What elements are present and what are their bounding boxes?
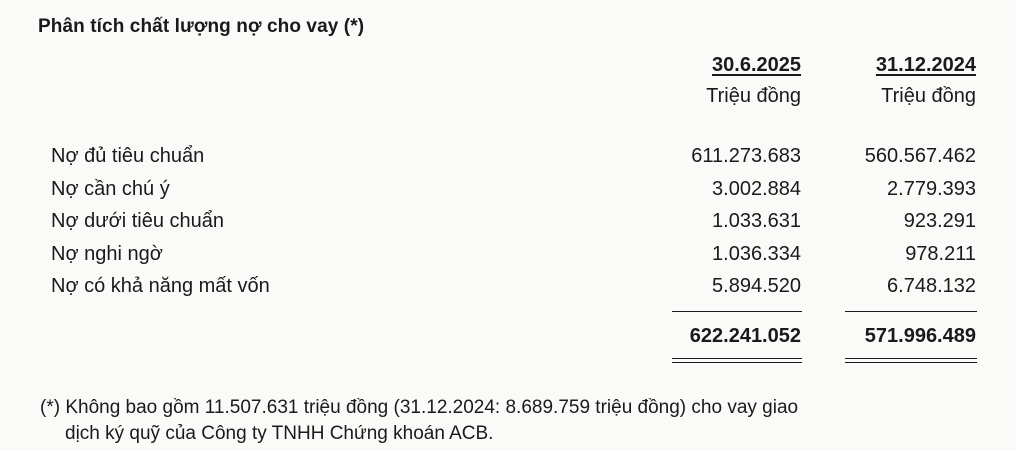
section-title: Phân tích chất lượng nợ cho vay (*): [38, 16, 365, 37]
subtotal-rule: [672, 311, 802, 312]
total-value-2025: 622.241.052: [689, 325, 801, 347]
row-label: Nợ có khả năng mất vốn: [51, 275, 270, 297]
row-value-2024: 978.211: [905, 242, 976, 265]
footnote-line: dịch ký quỹ của Công ty TNHH Chứng khoán ACB.: [65, 423, 494, 444]
column-date: 31.12.2024: [875, 54, 976, 76]
column-unit: Triệu đồng: [706, 85, 801, 107]
table-row: [0, 241, 1016, 274]
table-row: [0, 208, 1016, 241]
loan-quality-table: [0, 143, 1016, 306]
row-value-2025: 3.002.884: [712, 177, 801, 200]
table-row: [0, 143, 1016, 176]
row-value-2025: 1.036.334: [712, 242, 801, 265]
column-date: 30.6.2025: [712, 54, 801, 76]
row-label: Nợ nghi ngờ: [51, 242, 163, 265]
column-header-2025: [600, 52, 801, 109]
column-header-2024: [780, 52, 976, 109]
row-label: Nợ dưới tiêu chuẩn: [51, 210, 225, 232]
subtotal-rule: [845, 311, 977, 312]
footnote: [40, 395, 990, 447]
row-value-2025: 611.273.683: [691, 145, 801, 167]
total-double-rule: [845, 358, 977, 363]
row-value-2024: 923.291: [903, 210, 976, 232]
row-value-2025: 1.033.631: [712, 210, 801, 232]
table-row: [0, 176, 1016, 209]
row-value-2025: 5.894.520: [712, 275, 801, 297]
row-value-2024: 6.748.132: [887, 275, 976, 297]
total-double-rule: [672, 358, 802, 363]
row-value-2024: 2.779.393: [887, 177, 976, 200]
row-label: Nợ cần chú ý: [51, 177, 170, 200]
total-value-2024: 571.996.489: [864, 325, 976, 347]
row-label: Nợ đủ tiêu chuẩn: [51, 145, 205, 167]
column-unit: Triệu đồng: [881, 85, 976, 107]
footnote-line: (*) Không bao gồm 11.507.631 triệu đồng (31.12.2024: 8.689.759 triệu đồng) cho vay giao: [40, 397, 799, 418]
table-row: [0, 273, 1016, 306]
row-value-2024: 560.567.462: [864, 145, 976, 167]
